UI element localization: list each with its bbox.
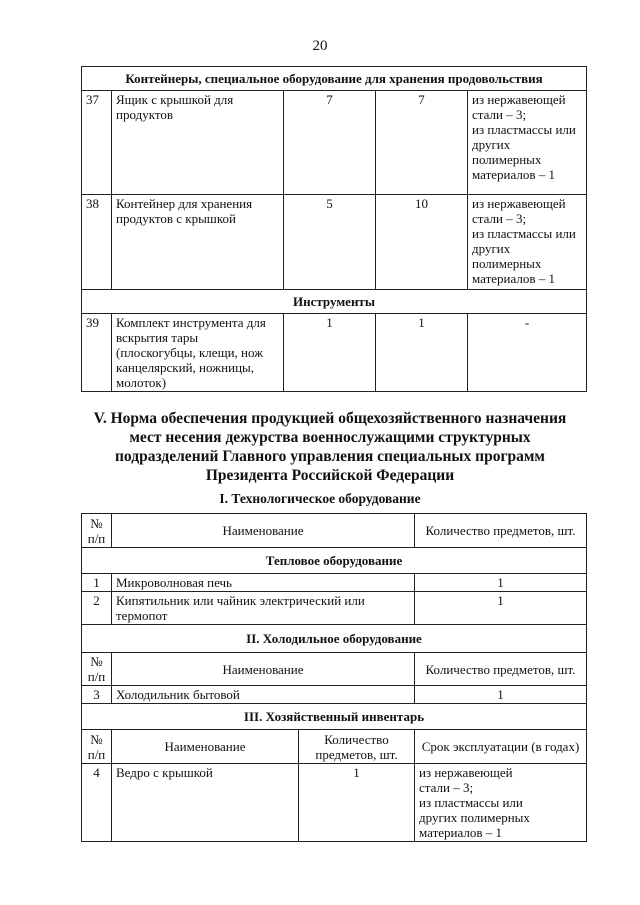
- service-life-note: [468, 91, 587, 195]
- note-line: стали – 3;: [419, 780, 474, 795]
- table-row: [82, 91, 587, 195]
- item-name: Микроволновая печь: [112, 574, 415, 592]
- heading-line: Президента Российской Федерации: [205, 467, 455, 484]
- note-line: из нержавеющей: [472, 196, 566, 211]
- row-number: 4: [82, 764, 112, 842]
- table-row: [82, 574, 587, 592]
- header-name: Наименование: [112, 730, 299, 764]
- quantity-a: 7: [284, 91, 376, 195]
- equipment-table-continued: [81, 66, 587, 392]
- quantity-b: 7: [376, 91, 468, 195]
- item-name: Ящик с крышкой для продуктов: [112, 91, 284, 195]
- quantity-b: 10: [376, 195, 468, 290]
- item-name: Кипятильник или чайник электрический или термопот: [112, 592, 415, 625]
- header-name: Наименование: [112, 653, 415, 686]
- note-line: из нержавеющей: [472, 92, 566, 107]
- header-quantity: Количество предметов, шт.: [415, 653, 587, 686]
- item-quantity: 1: [415, 686, 587, 704]
- section-inventory: III. Хозяйственный инвентарь: [82, 704, 587, 730]
- item-name: Ведро с крышкой: [112, 764, 299, 842]
- heading-line: V. Норма обеспечения продукцией общехозяйственного назначения: [93, 410, 567, 427]
- item-quantity: 1: [415, 574, 587, 592]
- row-number: 38: [82, 195, 112, 290]
- note-line: других: [472, 137, 511, 152]
- page-number: 20: [312, 38, 328, 54]
- row-number: 39: [82, 314, 112, 392]
- item-quantity: 1: [415, 592, 587, 625]
- table-row: [82, 686, 587, 704]
- note-line: материалов – 1: [472, 167, 555, 182]
- note-line: стали – 3;: [472, 107, 527, 122]
- item-quantity: 1: [299, 764, 415, 842]
- item-name: Холодильник бытовой: [112, 686, 415, 704]
- header-quantity: Количество предметов, шт.: [299, 730, 415, 764]
- table-row: [82, 195, 587, 290]
- item-name: Комплект инструмента для вскрытия тары (плоскогубцы, клещи, нож канцелярский, ножницы, молоток): [112, 314, 284, 392]
- service-life-note: [415, 764, 587, 842]
- note-line: материалов – 1: [419, 825, 502, 840]
- header-number: № п/п: [82, 653, 112, 686]
- item-name: Контейнер для хранения продуктов с крышкой: [112, 195, 284, 290]
- note-line: других: [472, 241, 511, 256]
- subheading-technological: I. Технологическое оборудование: [219, 491, 421, 506]
- row-number: 3: [82, 686, 112, 704]
- service-life-note: -: [468, 314, 587, 392]
- row-number: 37: [82, 91, 112, 195]
- header-number: № п/п: [82, 730, 112, 764]
- section-cold: II. Холодильное оборудование: [82, 625, 587, 653]
- quantity-b: 1: [376, 314, 468, 392]
- quantity-a: 5: [284, 195, 376, 290]
- row-number: 2: [82, 592, 112, 625]
- note-line: стали – 3;: [472, 211, 527, 226]
- heading-line: мест несения дежурства военнослужащими структурных: [129, 429, 531, 446]
- header-name: Наименование: [112, 514, 415, 548]
- service-life-note: [468, 195, 587, 290]
- header-service-life: Срок эксплуатации (в годах): [415, 730, 587, 764]
- note-line: из нержавеющей: [419, 765, 513, 780]
- section-v-heading: [70, 409, 590, 485]
- note-line: из пластмассы или: [419, 795, 523, 810]
- heading-line: подразделений Главного управления специальных программ: [115, 448, 545, 465]
- header-number: № п/п: [82, 514, 112, 548]
- note-line: полимерных: [472, 152, 542, 167]
- norm-table: [81, 513, 587, 842]
- section-containers: Контейнеры, специальное оборудование для хранения продовольствия: [82, 67, 587, 91]
- note-line: из пластмассы или: [472, 122, 576, 137]
- row-number: 1: [82, 574, 112, 592]
- table-row: [82, 764, 587, 842]
- note-line: из пластмассы или: [472, 226, 576, 241]
- section-heat: Тепловое оборудование: [82, 548, 587, 574]
- table-row: [82, 592, 587, 625]
- header-quantity: Количество предметов, шт.: [415, 514, 587, 548]
- section-tools: Инструменты: [82, 290, 587, 314]
- note-line: материалов – 1: [472, 271, 555, 286]
- note-line: других полимерных: [419, 810, 530, 825]
- quantity-a: 1: [284, 314, 376, 392]
- note-line: полимерных: [472, 256, 542, 271]
- table-row: [82, 314, 587, 392]
